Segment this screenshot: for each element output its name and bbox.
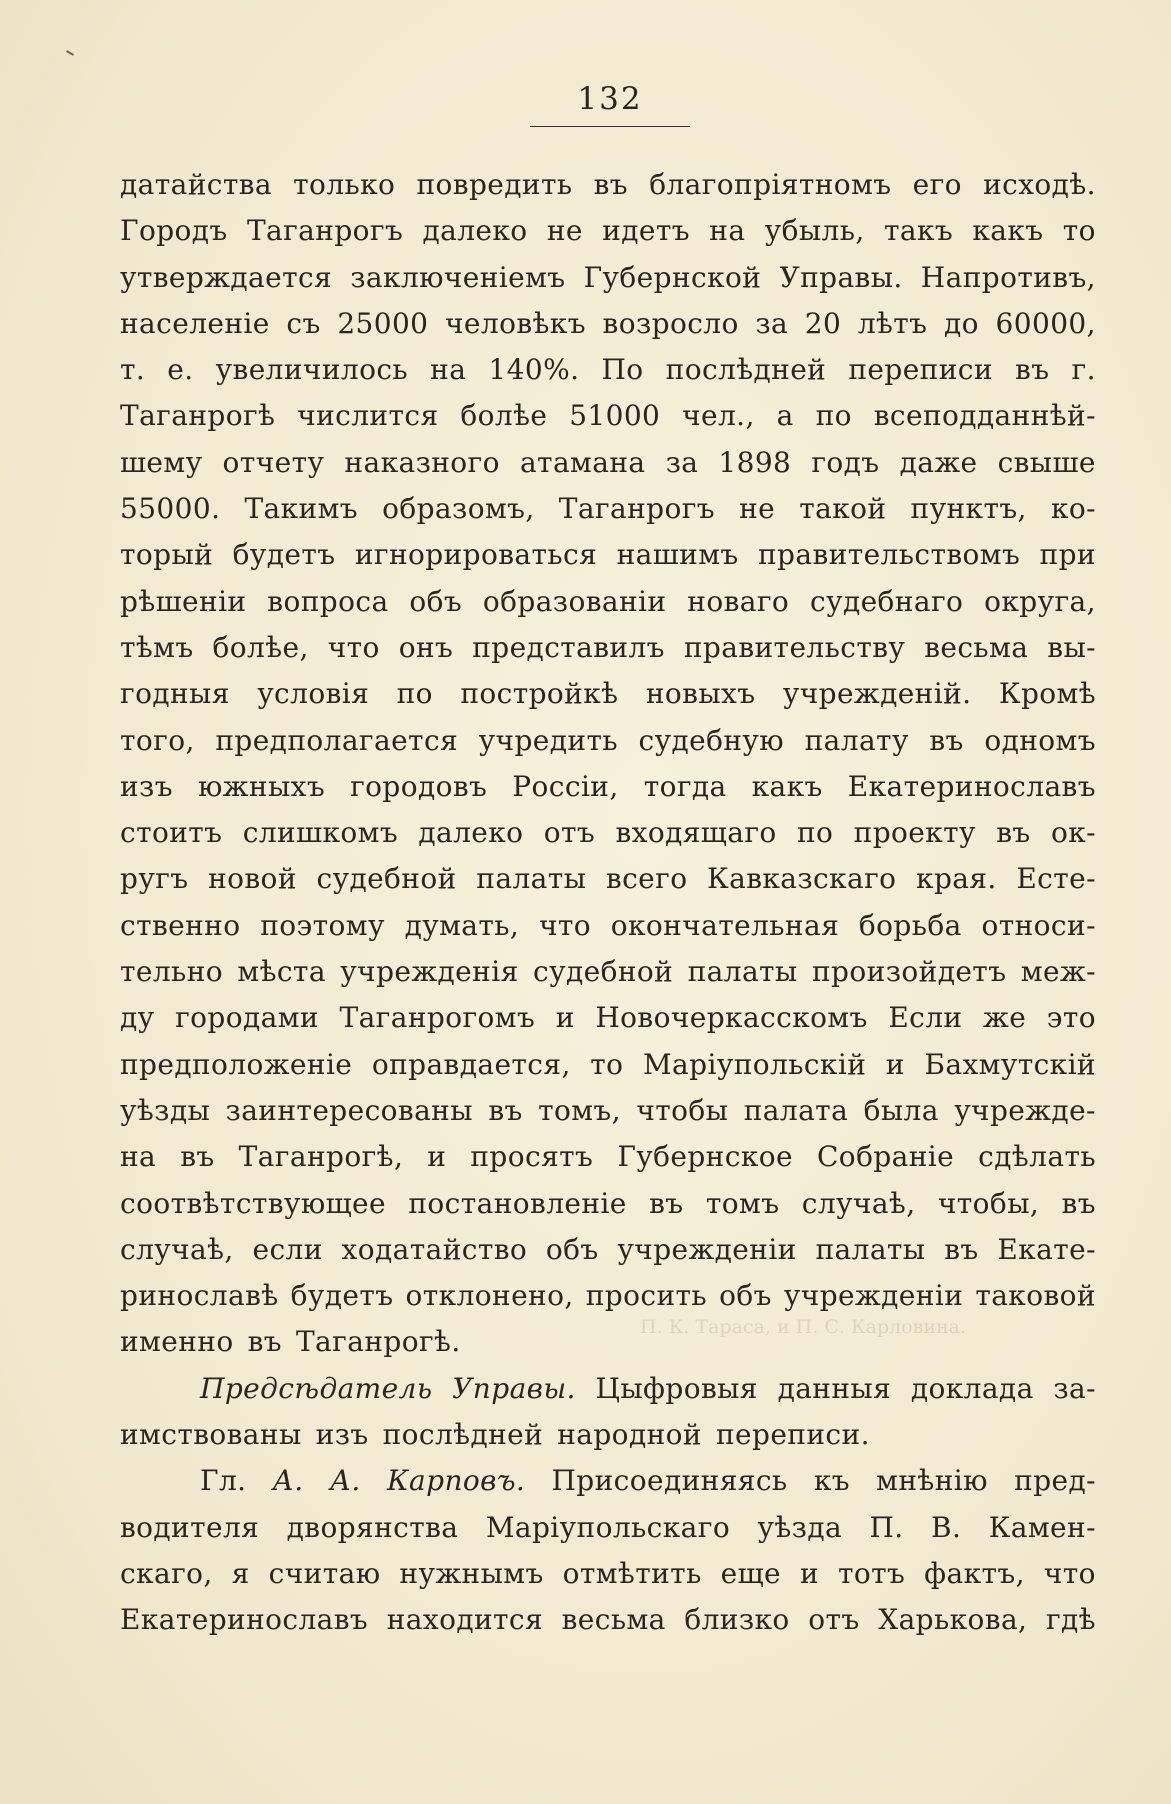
word: народной xyxy=(557,1418,702,1452)
word: игнорироваться xyxy=(354,538,598,572)
word: Екатеринославъ xyxy=(120,1603,369,1637)
word: ок- xyxy=(1050,816,1096,850)
word: далеко xyxy=(422,214,528,248)
word: болѣе xyxy=(460,399,548,433)
word: свыше xyxy=(997,445,1096,479)
word: вы- xyxy=(1047,630,1096,664)
word: борьба xyxy=(858,908,962,942)
word: меж- xyxy=(1020,955,1096,989)
word: Цыфровыя xyxy=(595,1371,758,1405)
word: до xyxy=(944,306,979,340)
word: чтобы xyxy=(636,1093,729,1127)
word: Харькова, xyxy=(878,1603,1028,1637)
word: южныхъ xyxy=(197,769,326,803)
word: торый xyxy=(120,538,214,572)
word: и xyxy=(799,1556,820,1590)
word: переписи. xyxy=(715,1418,870,1452)
word: будетъ xyxy=(290,1279,394,1313)
word: дворянства xyxy=(286,1510,459,1544)
word: населеніе xyxy=(120,306,270,340)
bleed-through-text: П. К. Тараса, и П. С. Карловина. xyxy=(640,1316,967,1338)
word: мнѣнію xyxy=(876,1464,988,1498)
word: пред- xyxy=(1014,1464,1096,1498)
text-line xyxy=(120,1134,1096,1180)
word: онъ xyxy=(398,630,454,664)
word: за xyxy=(665,445,699,479)
word: Собраніе xyxy=(816,1140,955,1174)
word: чел., xyxy=(682,399,755,433)
word: была xyxy=(863,1093,939,1127)
word: не xyxy=(739,492,776,526)
word: объ xyxy=(545,1232,599,1266)
text-line xyxy=(120,301,1096,347)
word: отклонено, xyxy=(405,1279,574,1313)
word: повредить xyxy=(416,168,573,201)
margin-mark xyxy=(66,50,74,56)
word: представилъ xyxy=(472,630,665,664)
text-line xyxy=(120,1088,1096,1134)
text-line xyxy=(120,486,1096,532)
word: датайства xyxy=(120,168,273,201)
word: 55000. xyxy=(120,492,221,526)
word: входящаго xyxy=(615,816,777,850)
word: же xyxy=(983,1001,1027,1035)
text-line xyxy=(120,579,1096,625)
word: учрежденіи xyxy=(783,1279,964,1313)
word: вопроса xyxy=(267,584,389,618)
word: утверждается xyxy=(120,260,333,294)
text-line xyxy=(120,949,1096,995)
word: г. xyxy=(1071,353,1096,387)
text-line xyxy=(120,393,1096,439)
word: е. xyxy=(167,353,194,387)
word: гдѣ xyxy=(1045,1603,1096,1637)
word: 140%. xyxy=(488,353,580,387)
text-line xyxy=(120,671,1096,717)
word: по xyxy=(396,677,433,711)
word: произойдетъ xyxy=(812,955,1007,989)
word: по xyxy=(796,816,834,850)
text-line xyxy=(120,532,1096,578)
word: заинтересованы xyxy=(225,1093,473,1127)
word: образованіи xyxy=(482,584,667,618)
page-number: 132 xyxy=(577,81,643,117)
word: какъ xyxy=(972,214,1044,248)
word: условія xyxy=(257,677,370,711)
word: фактъ, xyxy=(924,1556,1025,1590)
word: въ xyxy=(944,1232,979,1266)
body-text xyxy=(120,162,1096,1644)
word: пунктъ, xyxy=(910,492,1027,526)
word: Управы. xyxy=(779,260,903,294)
word: П. xyxy=(869,1510,904,1544)
word: находится xyxy=(386,1603,544,1637)
word: ственно xyxy=(120,908,241,942)
word: я xyxy=(231,1556,250,1590)
word: ду xyxy=(120,1001,155,1035)
word: отъ xyxy=(543,816,596,850)
word: правительствомъ xyxy=(757,538,1021,572)
word: слишкомъ xyxy=(242,816,399,850)
word: палату xyxy=(804,723,909,757)
word: 60000, xyxy=(995,306,1096,340)
word: судебной xyxy=(533,955,674,989)
word: объ xyxy=(409,584,463,618)
text-line xyxy=(120,1319,1096,1365)
word: отъ xyxy=(808,1603,860,1637)
word: въ xyxy=(593,168,629,201)
word: числится xyxy=(297,399,439,433)
word: на xyxy=(430,353,467,387)
word: изъ xyxy=(120,769,173,803)
word: т. xyxy=(120,353,146,387)
word: учрежденіи xyxy=(617,1232,797,1266)
word: это xyxy=(1046,1001,1096,1035)
word: исходѣ. xyxy=(983,168,1096,201)
word: окончательная xyxy=(610,908,840,942)
text-line xyxy=(120,1273,1096,1319)
word: учрежде- xyxy=(954,1093,1096,1127)
word: палата xyxy=(743,1093,849,1127)
word: то xyxy=(1062,214,1096,248)
text-line xyxy=(120,903,1096,949)
speaker-prefix: Гл. xyxy=(200,1464,247,1498)
word: новаго xyxy=(687,584,790,618)
word: годныя xyxy=(120,677,230,711)
word: шему xyxy=(120,445,203,479)
text-line xyxy=(120,1505,1096,1551)
word: на xyxy=(120,1140,157,1174)
word: наказного xyxy=(344,445,500,479)
word: нашимъ xyxy=(616,538,739,572)
word: далеко xyxy=(418,816,524,850)
word: что xyxy=(1043,1556,1096,1590)
word: Губернской xyxy=(583,260,762,294)
word: послѣдней xyxy=(382,1418,544,1452)
word: въ xyxy=(649,1186,684,1220)
word: Таганрогъ xyxy=(246,214,404,248)
word: въ xyxy=(1015,353,1050,387)
word: края. xyxy=(916,862,997,896)
word: тотъ xyxy=(837,1556,906,1590)
word: такъ xyxy=(883,214,954,248)
text-line xyxy=(120,1458,1096,1504)
word: ко- xyxy=(1050,492,1096,526)
word: за xyxy=(755,306,789,340)
word: въ xyxy=(488,1093,523,1127)
word: предполагается xyxy=(215,723,459,757)
word: за- xyxy=(1053,1371,1096,1405)
word: ругъ xyxy=(120,862,189,896)
speaker-name: А. xyxy=(329,1464,361,1498)
word: Присоединяясь xyxy=(551,1464,788,1498)
word: палаты xyxy=(687,955,798,989)
text-line xyxy=(120,995,1096,1041)
word: судебную xyxy=(638,723,785,757)
word: ходатайство xyxy=(341,1232,528,1266)
word: городами xyxy=(175,1001,319,1035)
word: отчету xyxy=(222,445,325,479)
word: случаѣ, xyxy=(801,1186,916,1220)
word: переписи xyxy=(848,353,993,387)
word: Кромѣ xyxy=(998,677,1096,711)
word: весьма xyxy=(561,1603,666,1637)
word: мѣста xyxy=(237,955,326,989)
text-line xyxy=(120,1412,1096,1458)
word: учрежденій. xyxy=(782,677,972,711)
word: въ xyxy=(929,723,964,757)
word: что xyxy=(327,630,380,664)
word: чтобы, xyxy=(937,1186,1040,1220)
word: тельно xyxy=(120,955,224,989)
word: просятъ xyxy=(470,1140,594,1174)
header-rule xyxy=(530,126,690,127)
word: изъ xyxy=(315,1418,369,1452)
word: одномъ xyxy=(984,723,1096,757)
word: близко xyxy=(684,1603,790,1637)
word: человѣкъ xyxy=(445,306,586,340)
word: Маріупольскаго xyxy=(485,1510,731,1544)
word: уѣзды xyxy=(120,1093,211,1127)
word: по xyxy=(815,399,852,433)
word: рѣшеніи xyxy=(120,584,247,618)
word: доклада xyxy=(910,1371,1034,1405)
word: тогда xyxy=(643,769,727,803)
word: 51000 xyxy=(569,399,661,433)
word: данныя xyxy=(777,1371,892,1405)
text-line xyxy=(120,208,1096,254)
word: Таганрогѣ. xyxy=(295,1325,461,1359)
word: всего xyxy=(605,862,688,896)
word: Екатеринославъ xyxy=(847,769,1096,803)
text-line xyxy=(120,1227,1096,1273)
word: проекту xyxy=(853,816,976,850)
word: судебнаго xyxy=(809,584,964,618)
text-line xyxy=(120,1042,1096,1088)
text-line xyxy=(120,255,1096,301)
word: 20 xyxy=(804,306,842,340)
word: Есте- xyxy=(1016,862,1096,896)
word: правительству xyxy=(683,630,906,664)
word: и xyxy=(555,1001,575,1035)
word: того, xyxy=(120,723,195,757)
word: отмѣтить xyxy=(562,1556,702,1590)
word: Екате- xyxy=(997,1232,1096,1266)
word: такой xyxy=(799,492,887,526)
word: водителя xyxy=(120,1510,260,1544)
text-line xyxy=(120,1366,1096,1412)
word: новой xyxy=(208,862,297,896)
word: предположеніе xyxy=(120,1047,353,1081)
word: постановленіе xyxy=(408,1186,627,1220)
word: скаго, xyxy=(120,1556,213,1590)
word: Кавказскаго xyxy=(707,862,897,896)
word: просить xyxy=(585,1279,708,1313)
word: не xyxy=(546,214,583,248)
word: Камен- xyxy=(988,1510,1096,1544)
word: палаты xyxy=(815,1232,926,1266)
word: въ xyxy=(996,816,1031,850)
word: учрежденія xyxy=(340,955,519,989)
word: возросло xyxy=(602,306,739,340)
word: при xyxy=(1039,538,1096,572)
word: атамана xyxy=(519,445,646,479)
word: Такимъ xyxy=(244,492,358,526)
speaker-name: Карповъ. xyxy=(386,1464,526,1498)
word: весьма xyxy=(924,630,1029,664)
word: то xyxy=(590,1047,624,1081)
word: Таганрогѣ xyxy=(120,399,276,433)
word: увеличилось xyxy=(215,353,409,387)
word: соотвѣтствующее xyxy=(120,1186,386,1220)
word: постройкѣ xyxy=(460,677,619,711)
word: новыхъ xyxy=(645,677,756,711)
text-line xyxy=(120,764,1096,810)
word: лѣтъ xyxy=(857,306,928,340)
word: будетъ xyxy=(232,538,336,572)
word: В. xyxy=(931,1510,962,1544)
word: Таганрогѣ, xyxy=(238,1140,404,1174)
word: даже xyxy=(899,445,978,479)
word: а xyxy=(776,399,794,433)
word: судебной xyxy=(316,862,457,896)
word: какъ xyxy=(751,769,823,803)
word: въ xyxy=(180,1140,215,1174)
word: сдѣлать xyxy=(978,1140,1096,1174)
word: убыль, xyxy=(764,214,865,248)
word: Бахмутскій xyxy=(924,1047,1096,1081)
word: Губернское xyxy=(617,1140,793,1174)
word: Россіи, xyxy=(512,769,619,803)
word: нужнымъ xyxy=(399,1556,544,1590)
word: томъ, xyxy=(538,1093,621,1127)
word: идетъ xyxy=(602,214,690,248)
word: округа, xyxy=(984,584,1096,618)
word: еще xyxy=(720,1556,782,1590)
text-line xyxy=(120,347,1096,393)
word: образомъ, xyxy=(382,492,535,526)
word: заключеніемъ xyxy=(350,260,566,294)
word: поэтому xyxy=(260,908,385,942)
word: По xyxy=(601,353,644,387)
word: благопріятномъ xyxy=(649,168,892,201)
word: въ xyxy=(1061,1186,1096,1220)
word: относи- xyxy=(981,908,1096,942)
word: именно xyxy=(120,1325,234,1359)
speaker-name: Управы. xyxy=(452,1371,576,1405)
speaker-name: Предсѣдатель xyxy=(200,1371,433,1405)
word: думать, xyxy=(404,908,520,942)
word: болѣе, xyxy=(212,630,309,664)
text-line xyxy=(120,440,1096,486)
word: что xyxy=(538,908,591,942)
word: палаты xyxy=(476,862,587,896)
word: Новочеркасскомъ xyxy=(595,1001,868,1035)
text-line xyxy=(120,1597,1096,1643)
word: Маріупольскій xyxy=(642,1047,867,1081)
word: только xyxy=(293,168,396,201)
word: всеподданнѣй- xyxy=(873,399,1096,433)
word: и xyxy=(427,1140,447,1174)
word: ринославѣ xyxy=(120,1279,279,1313)
text-line xyxy=(120,162,1096,208)
word: Таганрогомъ xyxy=(339,1001,536,1035)
word: Напротивъ, xyxy=(920,260,1096,294)
word: таковой xyxy=(975,1279,1096,1313)
text-line xyxy=(120,625,1096,671)
word: оправдается, xyxy=(371,1047,571,1081)
word: и xyxy=(885,1047,905,1081)
word: Если xyxy=(888,1001,963,1035)
word: 25000 xyxy=(337,306,429,340)
word: считаю xyxy=(268,1556,381,1590)
word: въ xyxy=(247,1325,282,1359)
word: съ xyxy=(286,306,321,340)
word: стоитъ xyxy=(120,816,223,850)
word: годъ xyxy=(811,445,880,479)
word: имствованы xyxy=(120,1418,302,1452)
text-line xyxy=(120,810,1096,856)
word: если xyxy=(252,1232,323,1266)
word: случаѣ, xyxy=(120,1232,234,1266)
word: на xyxy=(709,214,746,248)
text-line xyxy=(120,1181,1096,1227)
word: учредить xyxy=(478,723,618,757)
text-line xyxy=(120,718,1096,764)
text-line xyxy=(120,1551,1096,1597)
word: его xyxy=(912,168,962,201)
text-line xyxy=(120,856,1096,902)
word: послѣдней xyxy=(665,353,827,387)
word: объ xyxy=(719,1279,772,1313)
word: Таганрогъ xyxy=(558,492,716,526)
word: томъ xyxy=(705,1186,780,1220)
word: Городъ xyxy=(120,214,228,248)
word: 1898 xyxy=(718,445,792,479)
word: уѣзда xyxy=(757,1510,843,1544)
speaker-name: А. xyxy=(272,1464,304,1498)
word: городовъ xyxy=(350,769,488,803)
word: тѣмъ xyxy=(120,630,194,664)
word: къ xyxy=(813,1464,850,1498)
